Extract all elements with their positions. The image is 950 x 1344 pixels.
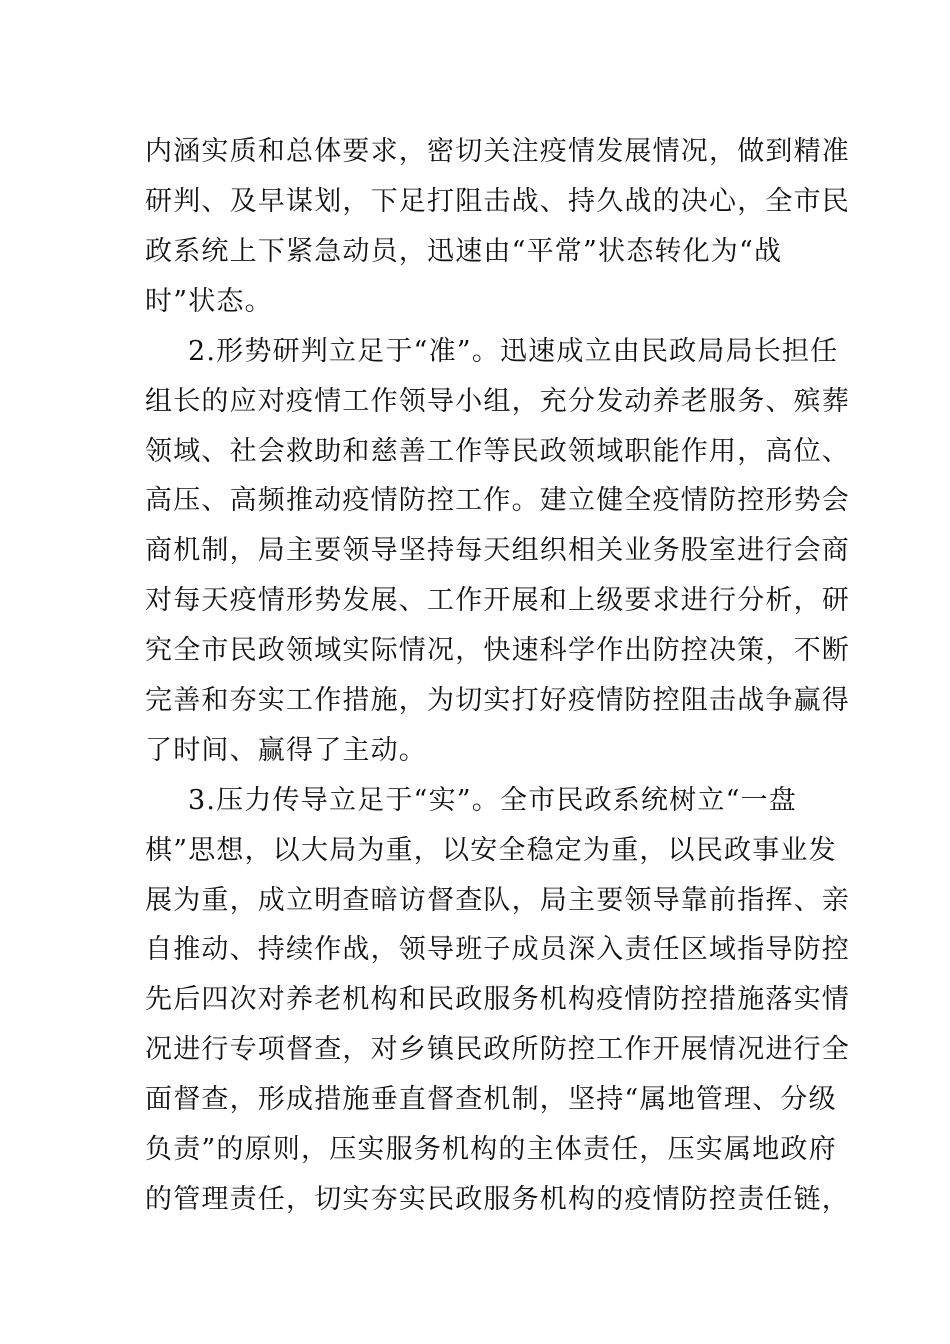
paragraph-line: 完善和夯实工作措施，为切实打好疫情防控阻击战争赢得 [145, 685, 850, 716]
paragraph-line: 研判、及早谋划，下足打阻击战、持久战的决心，全市民 [145, 186, 850, 217]
paragraph-line: 组长的应对疫情工作领导小组，充分发动养老服务、殡葬 [145, 386, 850, 417]
paragraph-line: 商机制，局主要领导坚持每天组织相关业务股室进行会商 [145, 535, 850, 566]
paragraph-line: 究全市民政领域实际情况，快速科学作出防控决策，不断 [145, 635, 850, 666]
paragraph-line: 先后四次对养老机构和民政服务机构疫情防控措施落实情 [145, 984, 850, 1015]
paragraph-line: 对每天疫情形势发展、工作开展和上级要求进行分析，研 [145, 585, 850, 616]
paragraph-line: 内涵实质和总体要求，密切关注疫情发展情况，做到精准 [145, 136, 850, 167]
paragraph-line: 2.形势研判立足于“准”。迅速成立由民政局局长担任 [188, 336, 839, 367]
paragraph-line: 负责”的原则，压实服务机构的主体责任，压实属地政府 [145, 1134, 837, 1165]
paragraph-line: 时”状态。 [145, 286, 273, 317]
paragraph-line: 自推动、持续作战，领导班子成员深入责任区域指导防控 [145, 934, 850, 965]
paragraph-line: 棋”思想，以大局为重，以安全稳定为重，以民政事业发 [145, 835, 837, 866]
paragraph-line: 政系统上下紧急动员，迅速由“平常”状态转化为“战 [145, 236, 783, 267]
paragraph-line: 的管理责任，切实夯实民政服务机构的疫情防控责任链， [145, 1184, 850, 1215]
paragraph-line: 了时间、赢得了主动。 [145, 735, 427, 766]
paragraph-line: 面督查，形成措施垂直督查机制，坚持“属地管理、分级 [145, 1084, 837, 1115]
paragraph-line: 展为重，成立明查暗访督查队，局主要领导靠前指挥、亲 [145, 885, 850, 916]
paragraph-line: 况进行专项督查，对乡镇民政所防控工作开展情况进行全 [145, 1034, 850, 1065]
paragraph-line: 领域、社会救助和慈善工作等民政领域职能作用，高位、 [145, 436, 850, 467]
paragraph-line: 3.压力传导立足于“实”。全市民政系统树立“一盘 [188, 785, 797, 816]
paragraph-line: 高压、高频推动疫情防控工作。建立健全疫情防控形势会 [145, 485, 850, 516]
